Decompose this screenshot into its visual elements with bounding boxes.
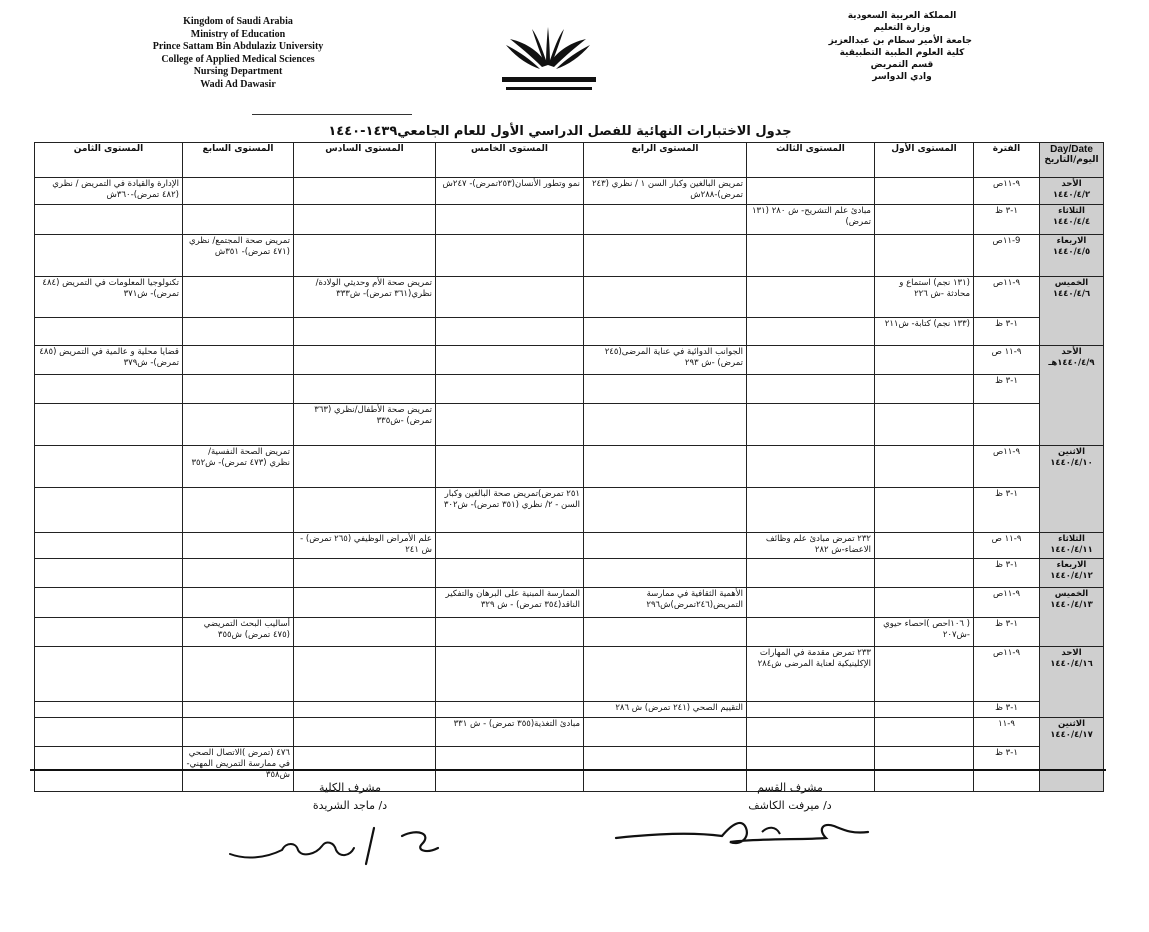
day-date-cell xyxy=(1040,178,1104,205)
exam-cell-level-6 xyxy=(183,346,294,375)
department-signature xyxy=(612,808,872,854)
exam-cell-level-7 xyxy=(35,718,183,747)
exam-cell-level-1 xyxy=(875,205,974,235)
exam-cell-level-2 xyxy=(747,178,875,205)
day-name: الخميس xyxy=(1054,589,1089,599)
period-cell: ١-٣ ظ xyxy=(974,488,1040,533)
period-cell xyxy=(974,404,1040,446)
header-ar-line: جامعة الأمير سطام بن عبدالعزيز xyxy=(828,35,972,46)
day-date: ١٤٤٠/٤/١٠ xyxy=(1050,458,1093,468)
period-cell: ١-٣ ظ xyxy=(974,318,1040,346)
header-period: الفترة xyxy=(974,143,1040,178)
exam-cell-level-5 xyxy=(294,235,436,277)
exam-cell-level-3 xyxy=(584,277,747,318)
exam-cell-level-4 xyxy=(436,647,584,702)
exam-cell-level-1 xyxy=(875,375,974,404)
day-name: الاحد xyxy=(1061,648,1082,658)
exam-cell-level-1 xyxy=(875,488,974,533)
exam-cell-level-5 xyxy=(294,718,436,747)
header-level-1: المستوى الأول xyxy=(875,143,974,178)
exam-cell-level-2 xyxy=(747,346,875,375)
exam-cell-level-4 xyxy=(436,318,584,346)
exam-cell-level-2 xyxy=(747,404,875,446)
exam-cell-level-4 xyxy=(436,235,584,277)
exam-cell-level-4 xyxy=(436,533,584,559)
exam-cell-level-7 xyxy=(35,235,183,277)
day-date-cell xyxy=(1040,533,1104,559)
exam-cell-level-1 xyxy=(875,533,974,559)
exam-cell-level-4 xyxy=(436,618,584,647)
header-english xyxy=(138,16,338,91)
day-date: ١٤٤٠/٤/١٢ xyxy=(1050,571,1093,581)
day-date: ١٤٤٠/٤/٤ xyxy=(1052,217,1091,227)
department-supervisor-name: د/ ميرفت الكاشف xyxy=(748,799,832,812)
day-name: الاربعاء xyxy=(1056,560,1087,570)
day-date-cell xyxy=(1040,446,1104,533)
header-en-line: Prince Sattam Bin Abdulaziz University xyxy=(152,41,324,52)
university-logo-icon xyxy=(490,25,608,97)
day-date-cell xyxy=(1040,235,1104,277)
exam-cell-level-7 xyxy=(35,702,183,718)
exam-cell-level-4: الممارسة المبنية على البرهان والتفكير الناقد(٣٥٤ تمرض) - ش ٣٢٩ xyxy=(436,588,584,618)
exam-cell-level-2 xyxy=(747,702,875,718)
period-cell: ١-٣ ظ xyxy=(974,747,1040,792)
period-cell: ٩-١١ xyxy=(974,718,1040,747)
exam-cell-level-7 xyxy=(35,318,183,346)
period-cell: ٩-١١ص xyxy=(974,647,1040,702)
day-date: ١٤٤٠/٤/٦ xyxy=(1052,289,1091,299)
header-en-line: Nursing Department xyxy=(193,66,283,77)
exam-cell-level-7 xyxy=(35,647,183,702)
college-supervisor-name: د/ ماجد الشريدة xyxy=(312,799,388,812)
exam-cell-level-2: ٢٣٣ تمرض مقدمة في المهارات الإكلينيكية لعناية المرضى ش٢٨٤ xyxy=(747,647,875,702)
exam-cell-level-1: ( ١٠٦احص )احصاء حيوي -ش٢٠٧ xyxy=(875,618,974,647)
exam-cell-level-7 xyxy=(35,205,183,235)
exam-cell-level-4: ٢٥١ تمرض)تمريض صحة البالغين وكبار السن - ٢/ نظري (٣٥١ تمرض)- ش٣٠٢ xyxy=(436,488,584,533)
college-signature xyxy=(226,820,446,870)
exam-cell-level-5 xyxy=(294,205,436,235)
schedule-row xyxy=(35,588,1104,618)
period-cell: ١-٣ ظ xyxy=(974,205,1040,235)
exam-cell-level-6 xyxy=(183,718,294,747)
period-cell: ١-٣ ظ xyxy=(974,618,1040,647)
day-date-cell xyxy=(1040,346,1104,446)
exam-cell-level-1: (١٣١ نجم) استماع و محادثة -ش ٢٢٦ xyxy=(875,277,974,318)
header-level-5: المستوى الخامس xyxy=(436,143,584,178)
exam-cell-level-5 xyxy=(294,618,436,647)
period-cell: ١-٣ ظ xyxy=(974,559,1040,588)
header-level-6: المستوى السادس xyxy=(294,143,436,178)
exam-cell-level-4 xyxy=(436,277,584,318)
exam-cell-level-3: تمريض البالغين وكبار السن ١ / نظري (٢٤٣ تمرض)-٢٨٨ش xyxy=(584,178,747,205)
day-date: ١٤٤٠/٤/١٧ xyxy=(1050,730,1093,740)
exam-cell-level-2 xyxy=(747,559,875,588)
period-cell: ٩-١١ص xyxy=(974,178,1040,205)
exam-cell-level-2 xyxy=(747,277,875,318)
exam-cell-level-7 xyxy=(35,559,183,588)
schedule-row xyxy=(35,277,1104,318)
header-day-date: Day/Date اليوم/التاريخ xyxy=(1040,143,1104,178)
exam-cell-level-4 xyxy=(436,404,584,446)
exam-cell-level-5 xyxy=(294,588,436,618)
table-bottom-rule xyxy=(30,769,1106,771)
exam-cell-level-5 xyxy=(294,318,436,346)
exam-cell-level-6: تمريض صحة المجتمع/ نظري (٤٧١ تمرض)- ٣٥١ش xyxy=(183,235,294,277)
exam-cell-level-7 xyxy=(35,488,183,533)
header-underline xyxy=(252,114,412,115)
exam-cell-level-7: قضايا محلية و عالمية في التمريض (٤٨٥ تمرض)- ش٣٧٩ xyxy=(35,346,183,375)
header-ar-line: وزارة التعليم xyxy=(873,23,931,34)
period-cell: ٩-١١ص xyxy=(974,277,1040,318)
exam-cell-level-3: الأهمية الثقافية في ممارسة التمريض(٢٤٦تمرض)ش٢٩٦ xyxy=(584,588,747,618)
exam-cell-level-4 xyxy=(436,375,584,404)
exam-cell-level-6 xyxy=(183,178,294,205)
day-date: ١٤٤٠/٤/٥ xyxy=(1052,247,1091,257)
day-date: ١٤٤٠/٤/٩هـ xyxy=(1048,358,1095,368)
exam-schedule-table xyxy=(34,142,1104,792)
day-name: الثلاثاء xyxy=(1058,534,1085,544)
exam-cell-level-4: مبادئ التغذية(٣٥٥ تمرض) - ش ٣٣١ xyxy=(436,718,584,747)
exam-cell-level-4 xyxy=(436,702,584,718)
period-cell: ١-٣ ظ xyxy=(974,702,1040,718)
exam-cell-level-3: التقييم الصحي (٢٤١ تمرض) ش ٢٨٦ xyxy=(584,702,747,718)
exam-cell-level-2: مبادئ علم التشريح- ش ٢٨٠ (١٣١ تمرض) xyxy=(747,205,875,235)
day-name: الخميس xyxy=(1054,278,1089,288)
exam-cell-level-7: تكنولوجيا المعلومات في التمريض (٤٨٤ تمرض)- ش٣٧١ xyxy=(35,277,183,318)
exam-cell-level-5: علم الأمراض الوظيفي (٢٦٥ تمرض) - ش ٢٤١ xyxy=(294,533,436,559)
exam-cell-level-1 xyxy=(875,588,974,618)
exam-cell-level-7: الإدارة والقيادة في التمريض / نظري (٤٨٢ تمرض)-٣٦٠ش xyxy=(35,178,183,205)
exam-cell-level-4 xyxy=(436,559,584,588)
day-date-cell xyxy=(1040,588,1104,647)
exam-cell-level-1 xyxy=(875,446,974,488)
exam-cell-level-5 xyxy=(294,488,436,533)
day-date: ١٤٤٠/٤/١١ xyxy=(1050,545,1093,555)
exam-cell-level-5 xyxy=(294,559,436,588)
schedule-row xyxy=(35,533,1104,559)
exam-cell-level-3 xyxy=(584,205,747,235)
period-cell: ٩-١١ص xyxy=(974,588,1040,618)
exam-cell-level-1 xyxy=(875,178,974,205)
exam-cell-level-2 xyxy=(747,235,875,277)
period-cell: ٩-١١ ص xyxy=(974,533,1040,559)
day-date-cell xyxy=(1040,559,1104,588)
exam-cell-level-4: نمو وتطور الأنسان(٢٥٣تمرض)- ٢٤٧ش xyxy=(436,178,584,205)
department-supervisor-title: مشرف القسم xyxy=(757,781,823,794)
schedule-row xyxy=(35,404,1104,446)
exam-cell-level-5 xyxy=(294,178,436,205)
header-en-line: Kingdom of Saudi Arabia xyxy=(183,16,293,27)
exam-cell-level-3 xyxy=(584,446,747,488)
exam-cell-level-6 xyxy=(183,404,294,446)
schedule-row xyxy=(35,235,1104,277)
exam-cell-level-3 xyxy=(584,559,747,588)
header-ar-line: قسم التمريض xyxy=(870,60,934,71)
exam-cell-level-2 xyxy=(747,618,875,647)
day-name: الثلاثاء xyxy=(1058,206,1085,216)
header-level-7: المستوى السابع xyxy=(183,143,294,178)
exam-cell-level-6 xyxy=(183,318,294,346)
schedule-row xyxy=(35,318,1104,346)
period-cell: ١-٣ ظ xyxy=(974,375,1040,404)
college-supervisor xyxy=(290,779,410,815)
exam-cell-level-3: الجوانب الدوائية في عناية المرضى(٢٤٥ تمرض) -ش ٢٩٣ xyxy=(584,346,747,375)
header-ar-line: وادي الدواسر xyxy=(872,72,932,83)
day-date-cell xyxy=(1040,647,1104,718)
schedule-row xyxy=(35,702,1104,718)
exam-cell-level-6: تمريض الصحة النفسية/ نظري (٤٧٣ تمرض)- ش٣٥٢ xyxy=(183,446,294,488)
exam-cell-level-3 xyxy=(584,375,747,404)
exam-cell-level-1 xyxy=(875,404,974,446)
day-date-cell xyxy=(1040,718,1104,792)
exam-cell-level-6: ٤٧٦ (تمرض )الاتصال الصحي في ممارسة التمريض المهني- ش٣٥٨ xyxy=(183,747,294,792)
header-level-3: المستوى الثالث xyxy=(747,143,875,178)
exam-cell-level-2: ٢٣٢ تمرض مبادئ علم وظائف الاعضاء-ش ٢٨٢ xyxy=(747,533,875,559)
exam-cell-level-1 xyxy=(875,235,974,277)
day-date: ١٤٤٠/٤/٢ xyxy=(1052,190,1091,200)
header-arabic xyxy=(828,10,972,84)
exam-cell-level-6 xyxy=(183,702,294,718)
exam-cell-level-5 xyxy=(294,702,436,718)
period-cell: ٩-١١ ص xyxy=(974,346,1040,375)
exam-cell-level-5: تمريض صحة الأم وحديثي الولادة/ نظري(٣٦١ تمرض)- ش٣٣٣ xyxy=(294,277,436,318)
day-date-cell xyxy=(1040,205,1104,235)
exam-cell-level-6 xyxy=(183,588,294,618)
exam-cell-level-2 xyxy=(747,375,875,404)
exam-cell-level-6: أساليب البحث التمريضي (٤٧٥ تمرض) ش٣٥٥ xyxy=(183,618,294,647)
schedule-row xyxy=(35,205,1104,235)
exam-cell-level-5 xyxy=(294,647,436,702)
exam-cell-level-3 xyxy=(584,404,747,446)
header-level-8: المستوى الثامن xyxy=(35,143,183,178)
exam-cell-level-6 xyxy=(183,647,294,702)
period-cell: 9-١١ص xyxy=(974,235,1040,277)
schedule-row xyxy=(35,375,1104,404)
exam-cell-level-2 xyxy=(747,318,875,346)
exam-cell-level-6 xyxy=(183,559,294,588)
exam-cell-level-6 xyxy=(183,533,294,559)
header-en-line: Wadi Ad Dawasir xyxy=(200,78,276,90)
day-name: الاثنين xyxy=(1057,719,1086,729)
header-ar-line: المملكة العربية السعودية xyxy=(847,11,957,21)
day-name: الأحد xyxy=(1061,179,1082,189)
exam-cell-level-7 xyxy=(35,404,183,446)
exam-cell-level-3 xyxy=(584,533,747,559)
exam-cell-level-6 xyxy=(183,205,294,235)
exam-cell-level-5 xyxy=(294,375,436,404)
exam-cell-level-1 xyxy=(875,702,974,718)
exam-cell-level-7 xyxy=(35,618,183,647)
day-name: الاثنين xyxy=(1057,447,1086,457)
schedule-row xyxy=(35,346,1104,375)
exam-cell-level-3 xyxy=(584,235,747,277)
exam-cell-level-1 xyxy=(875,718,974,747)
schedule-row xyxy=(35,718,1104,747)
schedule-row xyxy=(35,446,1104,488)
exam-cell-level-6 xyxy=(183,277,294,318)
exam-cell-level-2 xyxy=(747,446,875,488)
schedule-row xyxy=(35,178,1104,205)
exam-cell-level-7 xyxy=(35,588,183,618)
exam-cell-level-5: تمريض صحة الأطفال/نظري (٣٦٣ تمرض) -ش٣٣٥ xyxy=(294,404,436,446)
exam-cell-level-4 xyxy=(436,446,584,488)
schedule-row xyxy=(35,647,1104,702)
day-date: ١٤٤٠/٤/١٣ xyxy=(1050,600,1093,610)
exam-cell-level-4 xyxy=(436,346,584,375)
exam-cell-level-7 xyxy=(35,533,183,559)
exam-cell-level-3 xyxy=(584,647,747,702)
exam-cell-level-3 xyxy=(584,618,747,647)
day-date: ١٤٤٠/٤/١٦ xyxy=(1050,659,1093,669)
day-name: الأحد xyxy=(1061,347,1082,357)
exam-cell-level-1 xyxy=(875,647,974,702)
exam-cell-level-3 xyxy=(584,718,747,747)
exam-cell-level-1: (١٣٣ نجم) كتابة- ش٢١١ xyxy=(875,318,974,346)
day-name: الاربعاء xyxy=(1056,236,1087,246)
header-ar-line: كلية العلوم الطبية التطبيقية xyxy=(839,47,965,58)
schedule-row xyxy=(35,488,1104,533)
exam-cell-level-3 xyxy=(584,318,747,346)
header-level-4: المستوى الرابع xyxy=(584,143,747,178)
college-supervisor-title: مشرف الكلية xyxy=(318,781,381,794)
exam-cell-level-5 xyxy=(294,346,436,375)
exam-cell-level-1 xyxy=(875,559,974,588)
table-header-row xyxy=(35,143,1104,178)
exam-cell-level-6 xyxy=(183,375,294,404)
exam-cell-level-2 xyxy=(747,588,875,618)
exam-cell-level-5 xyxy=(294,446,436,488)
period-cell: ٩-١١ص xyxy=(974,446,1040,488)
schedule-row xyxy=(35,618,1104,647)
exam-cell-level-1 xyxy=(875,346,974,375)
header-en-line: College of Applied Medical Sciences xyxy=(161,53,315,65)
exam-cell-level-2 xyxy=(747,718,875,747)
exam-cell-level-7 xyxy=(35,375,183,404)
exam-cell-level-3 xyxy=(584,488,747,533)
exam-cell-level-6 xyxy=(183,488,294,533)
schedule-row xyxy=(35,559,1104,588)
schedule-title: جدول الاختبارات النهائية للفصل الدراسي الأول للعام الجامعي١٤٣٩-١٤٤٠ xyxy=(328,124,792,139)
exam-cell-level-7 xyxy=(35,446,183,488)
exam-cell-level-2 xyxy=(747,488,875,533)
header-en-line: Ministry of Education xyxy=(190,28,286,40)
day-date-cell xyxy=(1040,277,1104,346)
exam-cell-level-4 xyxy=(436,205,584,235)
